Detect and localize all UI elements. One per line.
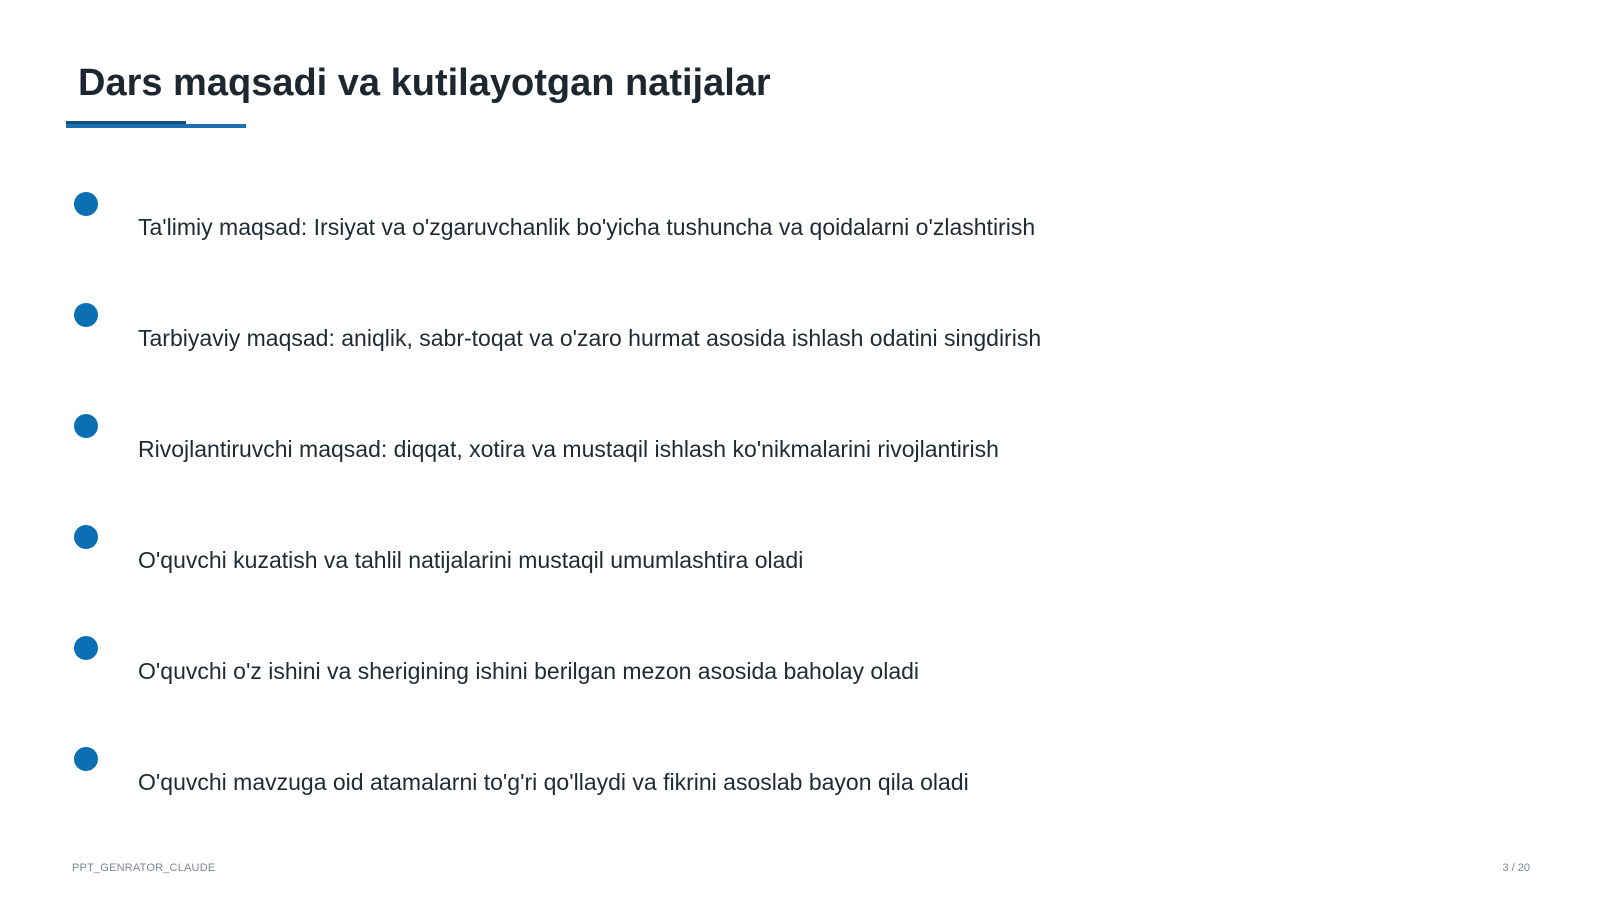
bullet-text: O'quvchi kuzatish va tahlil natijalarini mustaqil umumlashtira oladi bbox=[138, 547, 804, 573]
list-item bbox=[0, 525, 1600, 605]
slide-title: Dars maqsadi va kutilayotgan natijalar bbox=[78, 62, 771, 104]
footer-label: PPT_GENRATOR_CLAUDE bbox=[72, 862, 216, 874]
bullet-dot-icon bbox=[74, 747, 98, 771]
bullet-dot-icon bbox=[74, 414, 98, 438]
bullet-text: O'quvchi o'z ishini va sherigining ishini berilgan mezon asosida baholay oladi bbox=[138, 658, 920, 684]
bullet-dot-icon bbox=[74, 636, 98, 660]
list-item bbox=[0, 636, 1600, 716]
bullet-text: O'quvchi mavzuga oid atamalarni to'g'ri qo'llaydi va fikrini asoslab bayon qila oladi bbox=[138, 769, 969, 795]
bullet-text: Ta'limiy maqsad: Irsiyat va o'zgaruvchanlik bo'yicha tushuncha va qoidalarni o'zlashtirish bbox=[138, 214, 1036, 240]
bullet-dot-icon bbox=[74, 192, 98, 216]
list-item bbox=[0, 747, 1600, 827]
page-indicator: 3 / 20 bbox=[1502, 862, 1530, 874]
bullet-dot-icon bbox=[74, 525, 98, 549]
bullet-text: Tarbiyaviy maqsad: aniqlik, sabr-toqat va o'zaro hurmat asosida ishlash odatini singdirish bbox=[138, 325, 1042, 351]
bullet-text: Rivojlantiruvchi maqsad: diqqat, xotira va mustaqil ishlash ko'nikmalarini rivojlantirish bbox=[138, 436, 999, 462]
list-item bbox=[0, 303, 1600, 383]
list-item bbox=[0, 414, 1600, 494]
list-item bbox=[0, 192, 1600, 272]
bullet-dot-icon bbox=[74, 303, 98, 327]
